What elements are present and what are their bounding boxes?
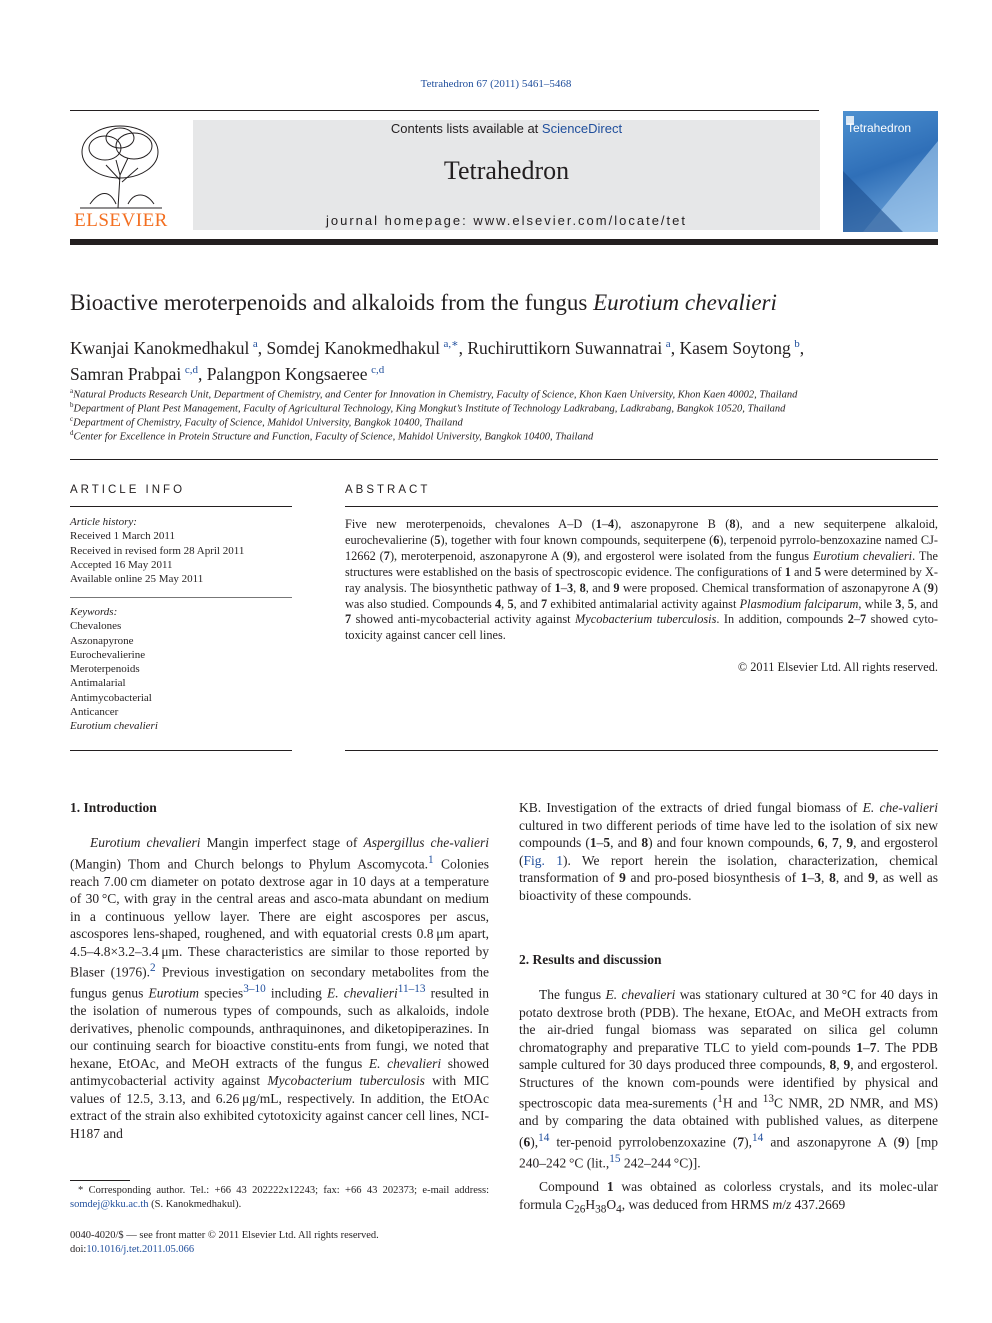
- keywords-label: Keywords:: [70, 606, 118, 618]
- affiliation-c: $^c$Department of Chemistry, Faculty of Science, Mahidol University, Bangkok 10400, Thailand: [70, 415, 463, 429]
- author-separator: ,: [799, 337, 805, 358]
- abstract-copyright: © 2011 Elsevier Ltd. All rights reserved.: [737, 660, 938, 674]
- author-affiliation-marker[interactable]: a: [665, 338, 671, 350]
- abstract-heading: ABSTRACT: [345, 484, 431, 496]
- elsevier-tree-logo: [70, 120, 172, 212]
- sciencedirect-link[interactable]: ScienceDirect: [541, 121, 623, 136]
- author-affiliation-marker[interactable]: a: [252, 338, 258, 350]
- history-accepted: Accepted 16 May 2011: [70, 558, 173, 571]
- doi-line: doi:10.1016/j.tet.2011.05.066: [70, 1244, 195, 1255]
- author-line-1: [70, 333, 938, 359]
- author-name[interactable]: Kwanjai Kanokmedhakul: [70, 337, 250, 358]
- author-affiliation-marker[interactable]: a,∗: [443, 338, 459, 350]
- author-name[interactable]: Kasem Soytong: [679, 337, 791, 358]
- affiliation-d: $^d$Center for Excellence in Protein Structure and Function, Faculty of Science, Mahidol University, Bangkok 10400, Thailand: [70, 429, 594, 443]
- issn-line: 0040-4020/$ — see front matter © 2011 Elsevier Ltd. All rights reserved.: [70, 1230, 379, 1241]
- author-affiliation-marker[interactable]: c,d: [371, 363, 385, 376]
- keyword: Meroterpenoids: [70, 663, 140, 676]
- article-history: [70, 515, 292, 586]
- article-info-rule: [70, 506, 292, 507]
- footnote-rule: [70, 1180, 130, 1181]
- history-revised: Received in revised form 28 April 2011: [70, 544, 245, 557]
- journal-homepage: journal homepage: www.elsevier.com/locate/tet: [326, 213, 687, 228]
- author-affiliation-marker[interactable]: b: [794, 338, 800, 350]
- affiliation-a: $^a$Natural Products Research Unit, Department of Chemistry, and Center for Innovation in Chemistry, Faculty of Science, Khon Kaen University, Khon Kaen 40002, Thailand: [70, 387, 798, 401]
- intro-paragraph: Eurotium chevalieri Mangin imperfect stage of Aspergillus che-valieri (Mangin) Thom and Church belongs to Phylum Ascomycota.$^1$ Colonies reach 7.00 cm diameter on potato dextrose agar in 10 days at a temperature of 30 °C, with gray in the central areas and asco-mata abundant on medium in a continuous yellow layer. There are eight ascospores per ascus, ascospores lens-shaped, roughened, and with equatorial crests 0.8 μm apart, 4.5–4.8×3.2–3.4 μm. These characteristics are similar to those reported by Blaser (1976).$^2$ Previous investigation on secondary metabolites from the fungus genus Eurotium species$^{3-10}$ including E. chevalieri$^{11-13}$ resulted in the isolation of numerous types of compounds, such as alkaloids, indole derivatives, phenolic compounds, anthraquinones, and diketopiperazines. In our continuing search for bioactive constitu-ents from fungi, we noted that hexane, EtOAc, and MeOH extracts of the fungus E. chevalieri showed antimycobacterial activity against Mycobacterium tuberculosis with MIC values of 12.5, 3.13, and 6.26 μg/mL, respectively. In addition, the EtOAc extract of the strain also exhibited cytotoxicity against cancer cell lines, NCI-H187 and: [70, 835, 490, 1141]
- header-rule: [70, 110, 819, 111]
- results-paragraph-1: The fungus E. chevalieri was stationary cultured at 30 °C for 40 days in potato dextrose broth (PDB). The hexane, EtOAc, and MeOH extracts from the air-dried fungal biomass was separated on silica gel column chromatography and preparative TLC to yield com-pounds 1–7. The PDB sample cultured for 30 days produced three compounds, 8, 9, and ergosterol. Structures of the known com-pounds were identified by physical and spectroscopic data mea-surements ($^1$H and $^{13}$C NMR, 2D NMR, and MS) and by comparing the data obtained with published values, as diterpene (6),$^{14}$ ter-penoid pyrrolobenzoxazine (7),$^{14}$ and aszonapyrone A (9) [mp 240–242 °C (lit.,$^{15}$ 242–244 °C)].: [519, 987, 939, 1170]
- author-list: [70, 333, 938, 385]
- author-name[interactable]: Palangpon Kongsaeree: [206, 363, 368, 384]
- results-heading: 2. Results and discussion: [519, 952, 662, 967]
- author-name[interactable]: Samran Prabpai: [70, 363, 182, 384]
- history-online: Available online 25 May 2011: [70, 573, 204, 586]
- keyword: Chevalones: [70, 620, 122, 633]
- keyword: Eurotium chevalieri: [70, 720, 158, 733]
- abstract-rule: [345, 506, 938, 507]
- homepage-link[interactable]: www.elsevier.com/locate/tet: [473, 213, 687, 228]
- history-received: Received 1 March 2011: [70, 530, 175, 543]
- cover-title: Tetrahedron: [847, 121, 912, 135]
- affiliations-rule: [70, 459, 938, 460]
- keyword: Aszonapyrone: [70, 634, 134, 647]
- doi-link[interactable]: 10.1016/j.tet.2011.05.066: [86, 1244, 195, 1255]
- article-title: Bioactive meroterpenoids and alkaloids from the fungus Eurotium chevalieri: [70, 290, 777, 315]
- author-email-link[interactable]: somdej@kku.ac.th: [70, 1199, 149, 1210]
- author-line-2: [70, 359, 938, 385]
- journal-name: Tetrahedron: [443, 156, 570, 185]
- author-name[interactable]: Ruchiruttikorn Suwannatrai: [467, 337, 663, 358]
- author-separator: ,: [257, 337, 267, 358]
- keyword: Anticancer: [70, 706, 119, 719]
- author-separator: ,: [458, 337, 468, 358]
- article-info-heading: ARTICLE INFO: [70, 484, 186, 496]
- results-paragraph-2: Compound 1 was obtained as colorless crystals, and its molec-ular formula $C_{26}H_{38}O_4$, was deduced from HRMS m/z 437.2669: [519, 1179, 938, 1216]
- abstract-text: Five new meroterpenoids, chevalones A–D (1–4), aszonapyrone B (8), and a new sequiterpene alkaloid, eurochevalierine (5), together with four known compounds, sequiterpene (6), terpenoid pyrrolo-benzoxazine named CJ-12662 (7), meroterpenoid, aszonapyrone A (9), and ergosterol were isolated from the fungus Eurotium chevalieri. The structures were established on the basis of spectroscopic evidence. The configurations of 1 and 5 were determined by X-ray analysis. The biosynthetic pathway of 1–3, 8, and 9 were proposed. Chemical transformation of aszonapyrone A (9) was also studied. Compounds 4, 5, and 7 exhibited antimalarial activity against Plasmodium falciparum, while 3, 5, and 7 showed anti-mycobacterial activity against Mycobacterium tuberculosis. In addition, compounds 2–7 showed cyto-toxicity against cancer cell lines.: [345, 517, 939, 643]
- keyword: Eurochevalierine: [70, 648, 146, 661]
- author-separator: ,: [670, 337, 680, 358]
- contents-line: Contents lists available at ScienceDirect: [390, 121, 623, 136]
- article-info-bottom-rule: [70, 750, 292, 751]
- author-separator: ,: [197, 363, 207, 384]
- intro-continuation: KB. Investigation of the extracts of dried fungal biomass of E. che-valieri cultured in two different periods of time have led to the isolation of six new compounds (1–5, and 8) and four known compounds, 6, 7, 9, and ergosterol (Fig. 1). We report herein the isolation, characterization, chemical transformation of 9 and pro-posed biosynthesis of 1–3, 8, and 9, as well as bioactivity of these compounds.: [519, 800, 939, 903]
- keyword: Antimycobacterial: [70, 691, 152, 704]
- author-name[interactable]: Somdej Kanokmedhakul: [266, 337, 440, 358]
- intro-heading: 1. Introduction: [70, 800, 157, 815]
- keywords: [70, 605, 292, 734]
- keywords-rule: [70, 597, 292, 598]
- history-label: Article history:: [70, 516, 137, 528]
- affiliation-b: $^b$Department of Plant Pest Management, Faculty of Agricultural Technology, King Mongkut’s Institute of Technology Ladkrabang, Ladkrabang, Bangkok 10520, Thailand: [70, 401, 786, 415]
- corresponding-author-footnote: * Corresponding author. Tel.: +66 43 202222x12243; fax: +66 43 202373; e-mail address: somdej@kku.ac.th (S. Kanokmedhakul).: [70, 1185, 489, 1210]
- keyword: Antimalarial: [70, 677, 126, 690]
- masthead-rule: [70, 239, 938, 245]
- abstract-bottom-rule: [345, 750, 938, 751]
- publisher-logo-text: ELSEVIER: [74, 210, 168, 231]
- journal-citation[interactable]: Tetrahedron 67 (2011) 5461–5468: [420, 78, 572, 90]
- author-affiliation-marker[interactable]: c,d: [184, 363, 198, 376]
